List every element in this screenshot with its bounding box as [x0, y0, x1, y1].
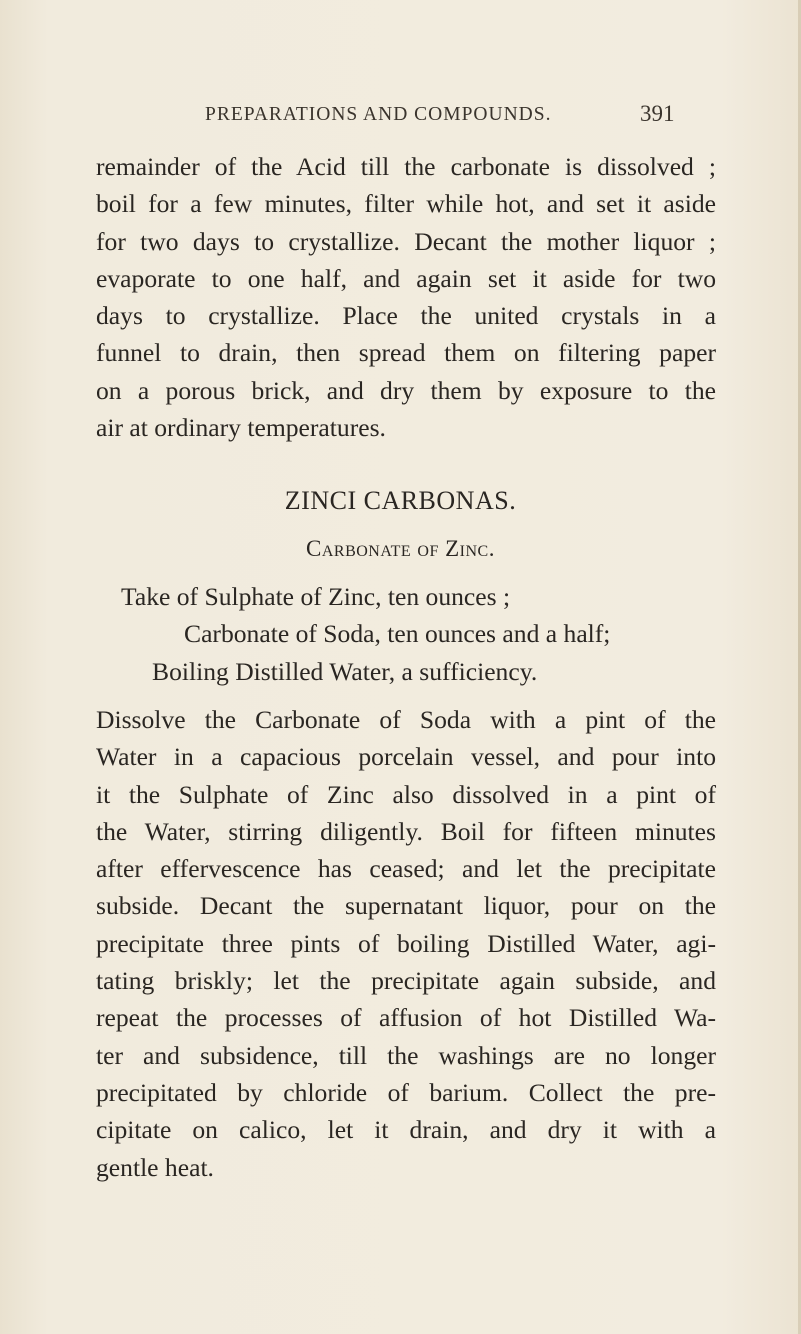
text-line: cipitate on calico, let it drain, and dry it with a — [96, 1115, 716, 1145]
text-line: boil for a few minutes, filter while hot, and set it aside — [96, 189, 716, 219]
text-line: precipitated by chloride of barium. Collect the pre- — [96, 1077, 716, 1107]
text-line: ter and subsidence, till the washings are no longer — [96, 1040, 716, 1070]
text-line: Water in a capacious porcelain vessel, and pour into — [96, 742, 716, 772]
text-line: air at ordinary temperatures. — [96, 413, 386, 443]
section-subtitle: Carbonate of Zinc. — [306, 536, 495, 561]
page-header — [0, 101, 801, 134]
text-line: evaporate to one half, and again set it aside for two — [96, 263, 716, 293]
text-line: days to crystallize. Place the united crystals in a — [96, 301, 716, 331]
text-line: after effervescence has ceased; and let the precipitate — [96, 854, 716, 884]
text-line: it the Sulphate of Zinc also dissolved in a pint of — [96, 779, 716, 809]
recipe-line: Take of Sulphate of Zinc, ten ounces ; — [121, 582, 511, 611]
text-line: funnel to drain, then spread them on filtering paper — [96, 338, 716, 368]
text-line: Dissolve the Carbonate of Soda with a pint of the — [96, 705, 716, 734]
page-number: 391 — [640, 101, 675, 126]
running-head: PREPARATIONS AND COMPOUNDS. — [205, 104, 552, 125]
text-line: the Water, stirring diligently. Boil for fifteen minutes — [96, 816, 716, 846]
text-line: remainder of the Acid till the carbonate is dissolved ; — [96, 152, 716, 181]
paragraph-2 — [96, 701, 716, 1186]
text-line: tating briskly; let the precipitate again subside, and — [96, 966, 716, 996]
text-line: subside. Decant the supernatant liquor, pour on the — [96, 891, 716, 921]
text-line: on a porous brick, and dry them by exposure to the — [96, 375, 716, 405]
text-line: gentle heat. — [96, 1152, 214, 1182]
recipe-line: Carbonate of Soda, ten ounces and a half; — [184, 619, 611, 649]
text-line: for two days to crystallize. Decant the mother liquor ; — [96, 226, 716, 256]
section-title: ZINCI CARBONAS. — [284, 486, 517, 515]
recipe-list — [0, 578, 801, 690]
paragraph-1 — [96, 148, 716, 446]
text-line: repeat the processes of affusion of hot Distilled Wa- — [96, 1003, 716, 1033]
recipe-line: Boiling Distilled Water, a sufficiency. — [152, 656, 538, 686]
text-line: precipitate three pints of boiling Distilled Water, agi- — [96, 928, 716, 958]
